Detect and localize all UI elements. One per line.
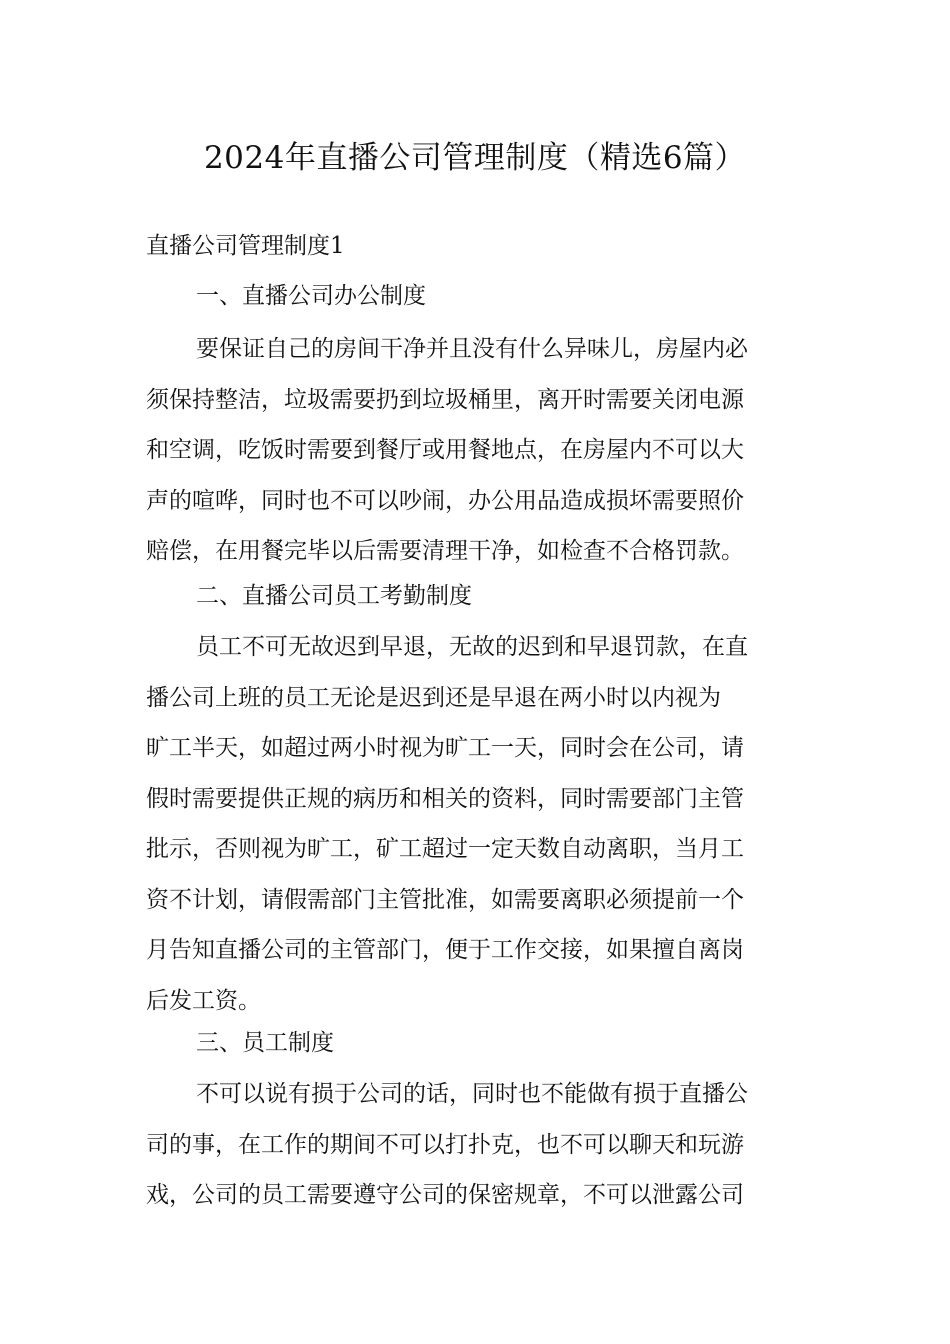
paragraph-line: 旷工半天，如超过两小时视为旷工一天，同时会在公司，请 bbox=[146, 735, 744, 761]
paragraph-line: 后发工资。 bbox=[146, 987, 261, 1014]
paragraph-line: 声的喧哗，同时也不可以吵闹，办公用品造成损坏需要照价 bbox=[146, 487, 744, 514]
paragraph-line: 播公司上班的员工无论是迟到还是早退在两小时以内视为 bbox=[146, 684, 721, 711]
paragraph-attendance-rules bbox=[146, 622, 810, 1026]
part-heading-office: 一、直播公司办公制度 bbox=[196, 283, 426, 309]
paragraph-line: 月告知直播公司的主管部门，便于工作交接，如果擅自离岗 bbox=[146, 937, 744, 963]
paragraph-line: 批示，否则视为旷工，矿工超过一定天数自动离职，当月工 bbox=[146, 836, 744, 862]
paragraph-line: 赔偿，在用餐完毕以后需要清理干净，如检查不合格罚款。 bbox=[146, 538, 744, 564]
paragraph-staff-rules bbox=[146, 1069, 810, 1221]
paragraph-line: 资不计划，请假需部门主管批准，如需要离职必须提前一个 bbox=[146, 886, 744, 913]
paragraph-line: 要保证自己的房间干净并且没有什么异味儿，房屋内必 bbox=[196, 336, 748, 362]
document-title: 2024年直播公司管理制度（精选6篇） bbox=[203, 140, 747, 176]
part-heading-staff: 三、员工制度 bbox=[196, 1030, 334, 1056]
paragraph-line: 假时需要提供正规的病历和相关的资料，同时需要部门主管 bbox=[146, 785, 744, 812]
paragraph-line: 不可以说有损于公司的话，同时也不能做有损于直播公 bbox=[196, 1081, 748, 1107]
part-heading-attendance: 二、直播公司员工考勤制度 bbox=[196, 583, 472, 609]
paragraph-line: 员工不可无故迟到早退，无故的迟到和早退罚款，在直 bbox=[196, 634, 748, 660]
paragraph-line: 须保持整洁，垃圾需要扔到垃圾桶里，离开时需要关闭电源 bbox=[146, 386, 744, 413]
paragraph-office-rules bbox=[146, 324, 810, 577]
paragraph-line: 司的事，在工作的期间不可以打扑克，也不可以聊天和玩游 bbox=[146, 1131, 744, 1158]
paragraph-line: 戏，公司的员工需要遵守公司的保密规章，不可以泄露公司 bbox=[146, 1182, 744, 1208]
paragraph-line: 和空调，吃饭时需要到餐厅或用餐地点，在房屋内不可以大 bbox=[146, 437, 744, 463]
section-title: 直播公司管理制度1 bbox=[146, 233, 345, 259]
